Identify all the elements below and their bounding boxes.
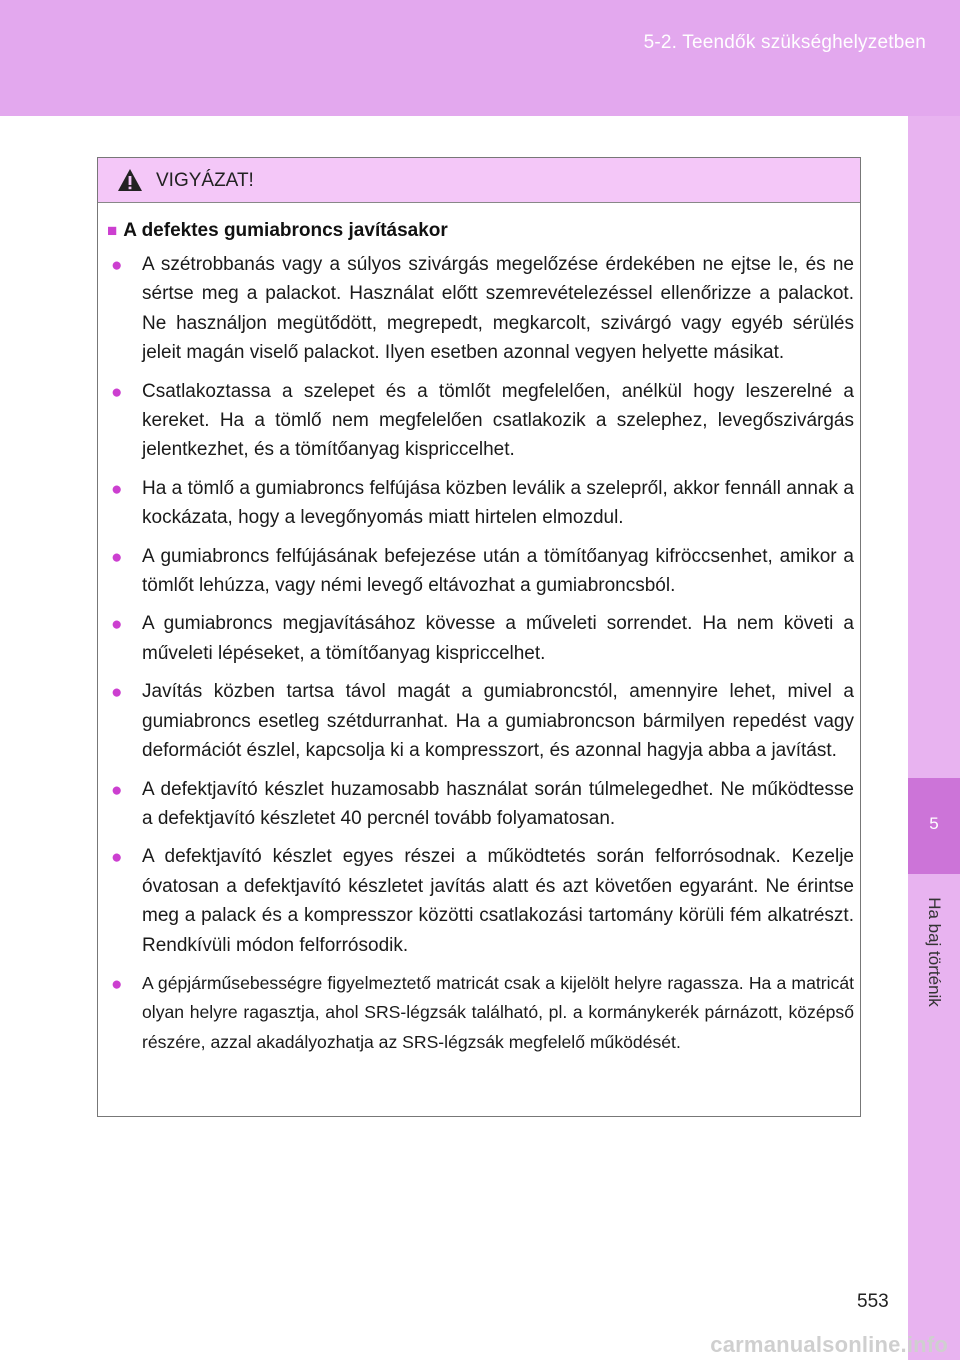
chapter-number: 5: [929, 814, 939, 833]
list-item: [111, 677, 854, 765]
bullet-icon: ●: [111, 381, 123, 403]
square-bullet-icon: ■: [107, 221, 118, 240]
list-item-text: Javítás közben tartsa távol magát a gumiabroncstól, amennyire lehet, mivel a gumiabroncs esetleg szétdurranhat. Ha a gumiabroncson bármilyen repedést vagy deformációt észlel, kapcsolja ki a kompresszort, és azonnal hagyja abba a javítást.: [142, 681, 854, 762]
watermark: carmanualsonline.info: [710, 1332, 948, 1357]
list-item-text: A szétrobbanás vagy a súlyos szivárgás megelőzése érdekében ne ejtse le, és ne sértse meg a palackot. Használat előtt szemrevételezéssel ellenőrizze a palackot. Ne használjon megütődött, megrepedt, megkarcolt, szivárgó vagy egyéb sérülés jeleit magán viselő palackot. Ilyen esetben azonnal vegyen helyette másikat.: [142, 254, 854, 364]
bullet-icon: ●: [111, 682, 123, 704]
list-item: [111, 542, 854, 601]
bullet-icon: ●: [111, 478, 123, 500]
bullet-icon: ●: [111, 779, 123, 801]
bullet-icon: ●: [111, 973, 123, 995]
warning-header: [98, 158, 860, 203]
list-item-text: A defektjavító készlet huzamosabb használat során túlmelegedhet. Ne működtesse a defektjavító készletet 40 percnél tovább folyamatosan.: [142, 778, 854, 829]
bullet-icon: ●: [111, 546, 123, 568]
section-heading-text: A defektes gumiabroncs javításakor: [123, 220, 448, 241]
bullet-icon: ●: [111, 614, 123, 636]
header-band: [0, 0, 960, 116]
bullet-icon: ●: [111, 255, 123, 276]
chapter-sidebar: [908, 116, 960, 1360]
page-number: 553: [857, 1291, 889, 1312]
list-item-text: Csatlakoztassa a szelepet és a tömlőt megfelelően, anélkül hogy leszerelné a kereket. Ha a tömlő nem megfelelően csatlakozik a szelephez, levegőszivárgás jelentkezhet, és a tömítőanyag kispriccelhet.: [142, 380, 854, 461]
warning-title: VIGYÁZAT!: [156, 170, 254, 191]
list-item: [111, 842, 854, 960]
section-title: 5-2. Teendők szükséghelyzetben: [643, 32, 926, 53]
warning-list: [111, 250, 854, 1066]
chapter-tab[interactable]: [908, 778, 960, 874]
list-item: [111, 377, 854, 465]
list-item: [111, 474, 854, 533]
list-item-text: Ha a tömlő a gumiabroncs felfújása közben leválik a szelepről, akkor fennáll annak a kockázata, hogy a levegőnyomás miatt hirtelen elmozdul.: [142, 477, 854, 529]
list-item-text: A defektjavító készlet egyes részei a működtetés során felforrósodnak. Kezelje óvatosan a defektjavító készletet javítás alatt és azt követően egyaránt. Ne érintse meg a palack és a kompresszor közötti csatlakozási tartomány körüli fém alkatrészt. Rendkívüli módon felforrósodik.: [142, 846, 854, 956]
warning-triangle-icon: [117, 168, 143, 192]
list-item: [111, 775, 854, 834]
list-item-text: A gumiabroncs felfújásának befejezése után a tömítőanyag kifröccsenhet, amikor a tömlőt lehúzza, vagy némi levegő eltávozhat a gumiabroncsból.: [142, 545, 854, 597]
list-item: [111, 609, 854, 668]
list-item: [111, 250, 854, 368]
chapter-title: Ha baj történik: [925, 897, 944, 1007]
section-heading: [107, 220, 448, 242]
warning-box: [97, 157, 861, 1117]
bullet-icon: ●: [111, 847, 123, 869]
list-item-text: A gépjárműsebességre figyelmeztető matricát csak a kijelölt helyre ragassza. Ha a matricát olyan helyre ragasztja, ahol SRS-légzsák található, pl. a kormánykerék párnázott, középső részére, azzal akadályozhatja az SRS-légzsák megfelelő működését.: [142, 972, 854, 1052]
list-item-text: A gumiabroncs megjavításához kövesse a műveleti sorrendet. Ha nem követi a műveleti lépéseket, a tömítőanyag kispriccelhet.: [142, 613, 854, 664]
list-item: [111, 969, 854, 1057]
